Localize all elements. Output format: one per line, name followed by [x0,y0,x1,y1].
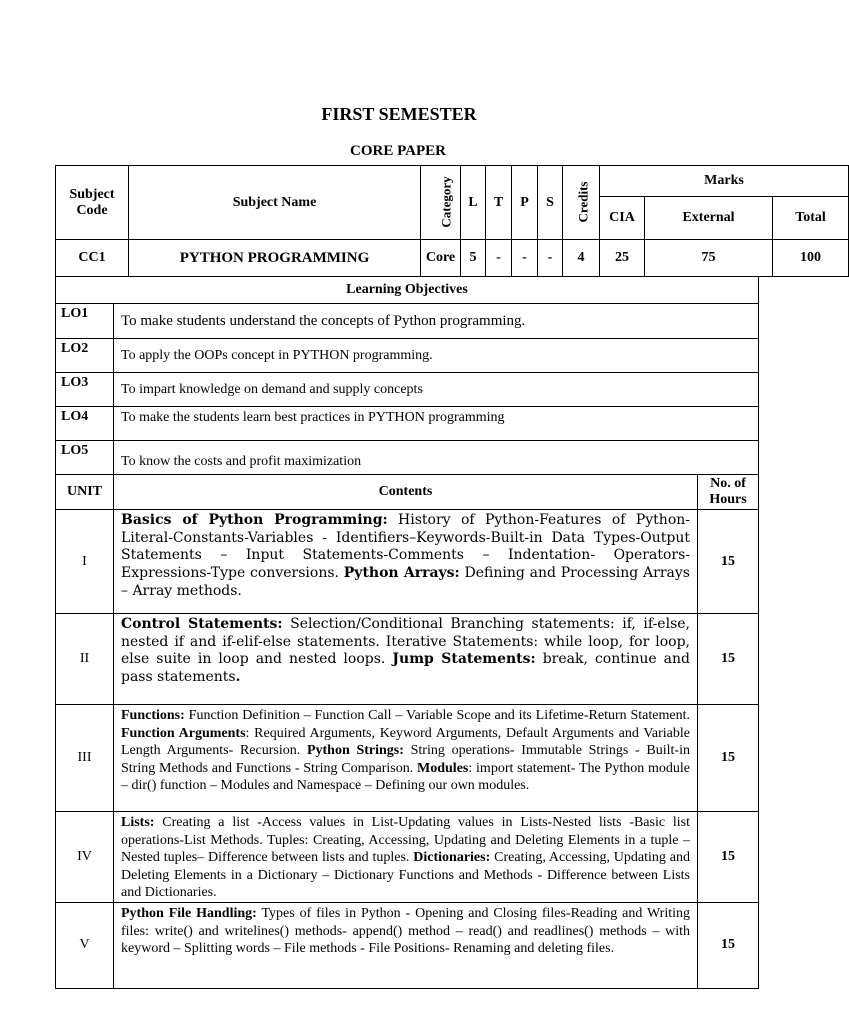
objective-code: LO5 [56,441,114,475]
unit-topic-text: Defining and Processing Arrays – Array methods. [121,565,690,599]
learning-objectives-title: Learning Objectives [56,277,759,304]
objectives-units-table [55,276,759,989]
unit-hours: 15 [698,614,759,705]
units-header-contents: Contents [114,475,698,510]
unit-topic-heading: Lists: [121,815,155,830]
unit-topic-heading: Functions: [121,708,185,723]
unit-number: IV [56,812,114,903]
objective-text: To make students understand the concepts of Python programming. [114,304,759,339]
unit-topic-heading: Basics of Python Programming: [121,512,388,528]
unit-topic-heading: . [235,669,241,686]
units-header-unit: UNIT [56,475,114,510]
course-t: - [486,240,512,277]
header-external: External [645,197,773,240]
unit-topic-heading: Function Arguments [121,725,246,741]
header-category [421,166,461,240]
unit-topic-text: Selection/Conditional Branching statements: if, if-else, nested if and if-elif-else statements. Iterative Statements: while loop, for loop, else suite in loop and nested loops. [121,616,690,668]
unit-topic-text: Types of files in Python - Opening and Closing files-Reading and Writing files: write() and writelines() methods- append() method – read() and readlines() methods – with keyword – Splitting words – File methods - File Positions- Renaming and deleting files. [121,905,690,957]
unit-topic-heading: Python Strings: [306,743,404,759]
unit-contents [114,705,698,812]
unit-contents [114,614,698,705]
unit-topic-heading: Dictionaries: [413,850,491,866]
objective-text: To know the costs and profit maximization [114,441,759,475]
objective-code: LO1 [56,304,114,339]
header-subject-code: Subject Code [56,166,129,240]
unit-topic-text: break, continue and pass statements [121,651,691,686]
header-p: P [512,166,538,240]
unit-hours: 15 [698,510,759,614]
header-t: T [486,166,512,240]
course-l: 5 [461,240,486,277]
objective-row [56,373,759,407]
unit-topic-heading: Modules [417,760,469,776]
unit-topic-heading: Control Statements: [121,616,283,632]
unit-row [56,510,759,614]
objective-text: To apply the OOPs concept in PYTHON programming. [114,339,759,373]
course-p: - [512,240,538,277]
unit-topic-text: : import statement- The Python module – dir() function – Modules and Namespace – Defining our own modules. [121,760,691,794]
objective-text: To impart knowledge on demand and supply concepts [114,373,759,407]
objective-row [56,339,759,373]
objective-code: LO2 [56,339,114,373]
course-code: CC1 [56,240,129,277]
course-total: 100 [773,240,849,277]
course-external: 75 [645,240,773,277]
unit-row [56,614,759,705]
header-l: L [461,166,486,240]
page-title: FIRST SEMESTER [321,104,477,124]
unit-hours: 15 [698,705,759,812]
objective-text: To make the students learn best practices in PYTHON programming [114,407,759,441]
course-name: PYTHON PROGRAMMING [129,240,421,277]
unit-topic-text: Function Definition – Function Call – Variable Scope and its Lifetime-Return Statement. [184,708,690,723]
objective-code: LO4 [56,407,114,441]
unit-hours: 15 [698,812,759,903]
unit-number: I [56,510,114,614]
header-s: S [538,166,563,240]
unit-topic-heading: Python Arrays: [343,565,460,582]
header-credits [563,166,600,240]
objective-row [56,441,759,475]
units-header-hours: No. of Hours [698,475,759,510]
unit-topic-text: History of Python-Features of Python-Literal-Constants-Variables - Identifiers–Keywords-Built-in Data Types-Output Statements – Input Statements-Comments – Indentation- Operators-Expressions-Type conversions. [121,512,690,582]
unit-row [56,705,759,812]
objective-row [56,407,759,441]
objective-row [56,304,759,339]
unit-row [56,812,759,903]
course-s: - [538,240,563,277]
header-subject-name: Subject Name [129,166,421,240]
unit-contents [114,510,698,614]
unit-contents [114,812,698,903]
course-category: Core [421,240,461,277]
unit-topic-heading: Jump Statements: [392,651,536,668]
unit-number: II [56,614,114,705]
section-subtitle: CORE PAPER [350,143,446,159]
unit-topic-text: String operations- Immutable Strings - Built-in String Methods and Functions - String Comparison. [121,743,690,776]
unit-topic-heading: Python File Handling: [121,905,257,921]
header-marks: Marks [600,166,849,197]
header-cia: CIA [600,197,645,240]
header-total: Total [773,197,849,240]
unit-row [56,902,759,988]
course-credits: 4 [563,240,600,277]
unit-contents [114,902,698,988]
objective-code: LO3 [56,373,114,407]
header-credits-label: Credits [575,181,591,223]
unit-topic-text: : Required Arguments, Keyword Arguments, Default Arguments and Variable Length Arguments- Recursion. [121,725,690,759]
course-table [55,165,849,277]
course-cia: 25 [600,240,645,277]
unit-topic-text: Creating, Accessing, Updating and Deleting Elements in a Dictionary – Dictionary Functions and Methods - Difference between Lists and Dictionaries. [121,850,690,901]
unit-hours: 15 [698,902,759,988]
unit-number: V [56,902,114,988]
unit-topic-text: Creating a list -Access values in List-Updating values in Lists-Nested lists -Basic list operations-List Methods. Tuples: Creating, Accessing, Updating and Deleting Elements in a tuple – Nested tuples– Difference between lists and tuples. [121,815,690,866]
header-category-label: Category [438,176,454,228]
unit-number: III [56,705,114,812]
